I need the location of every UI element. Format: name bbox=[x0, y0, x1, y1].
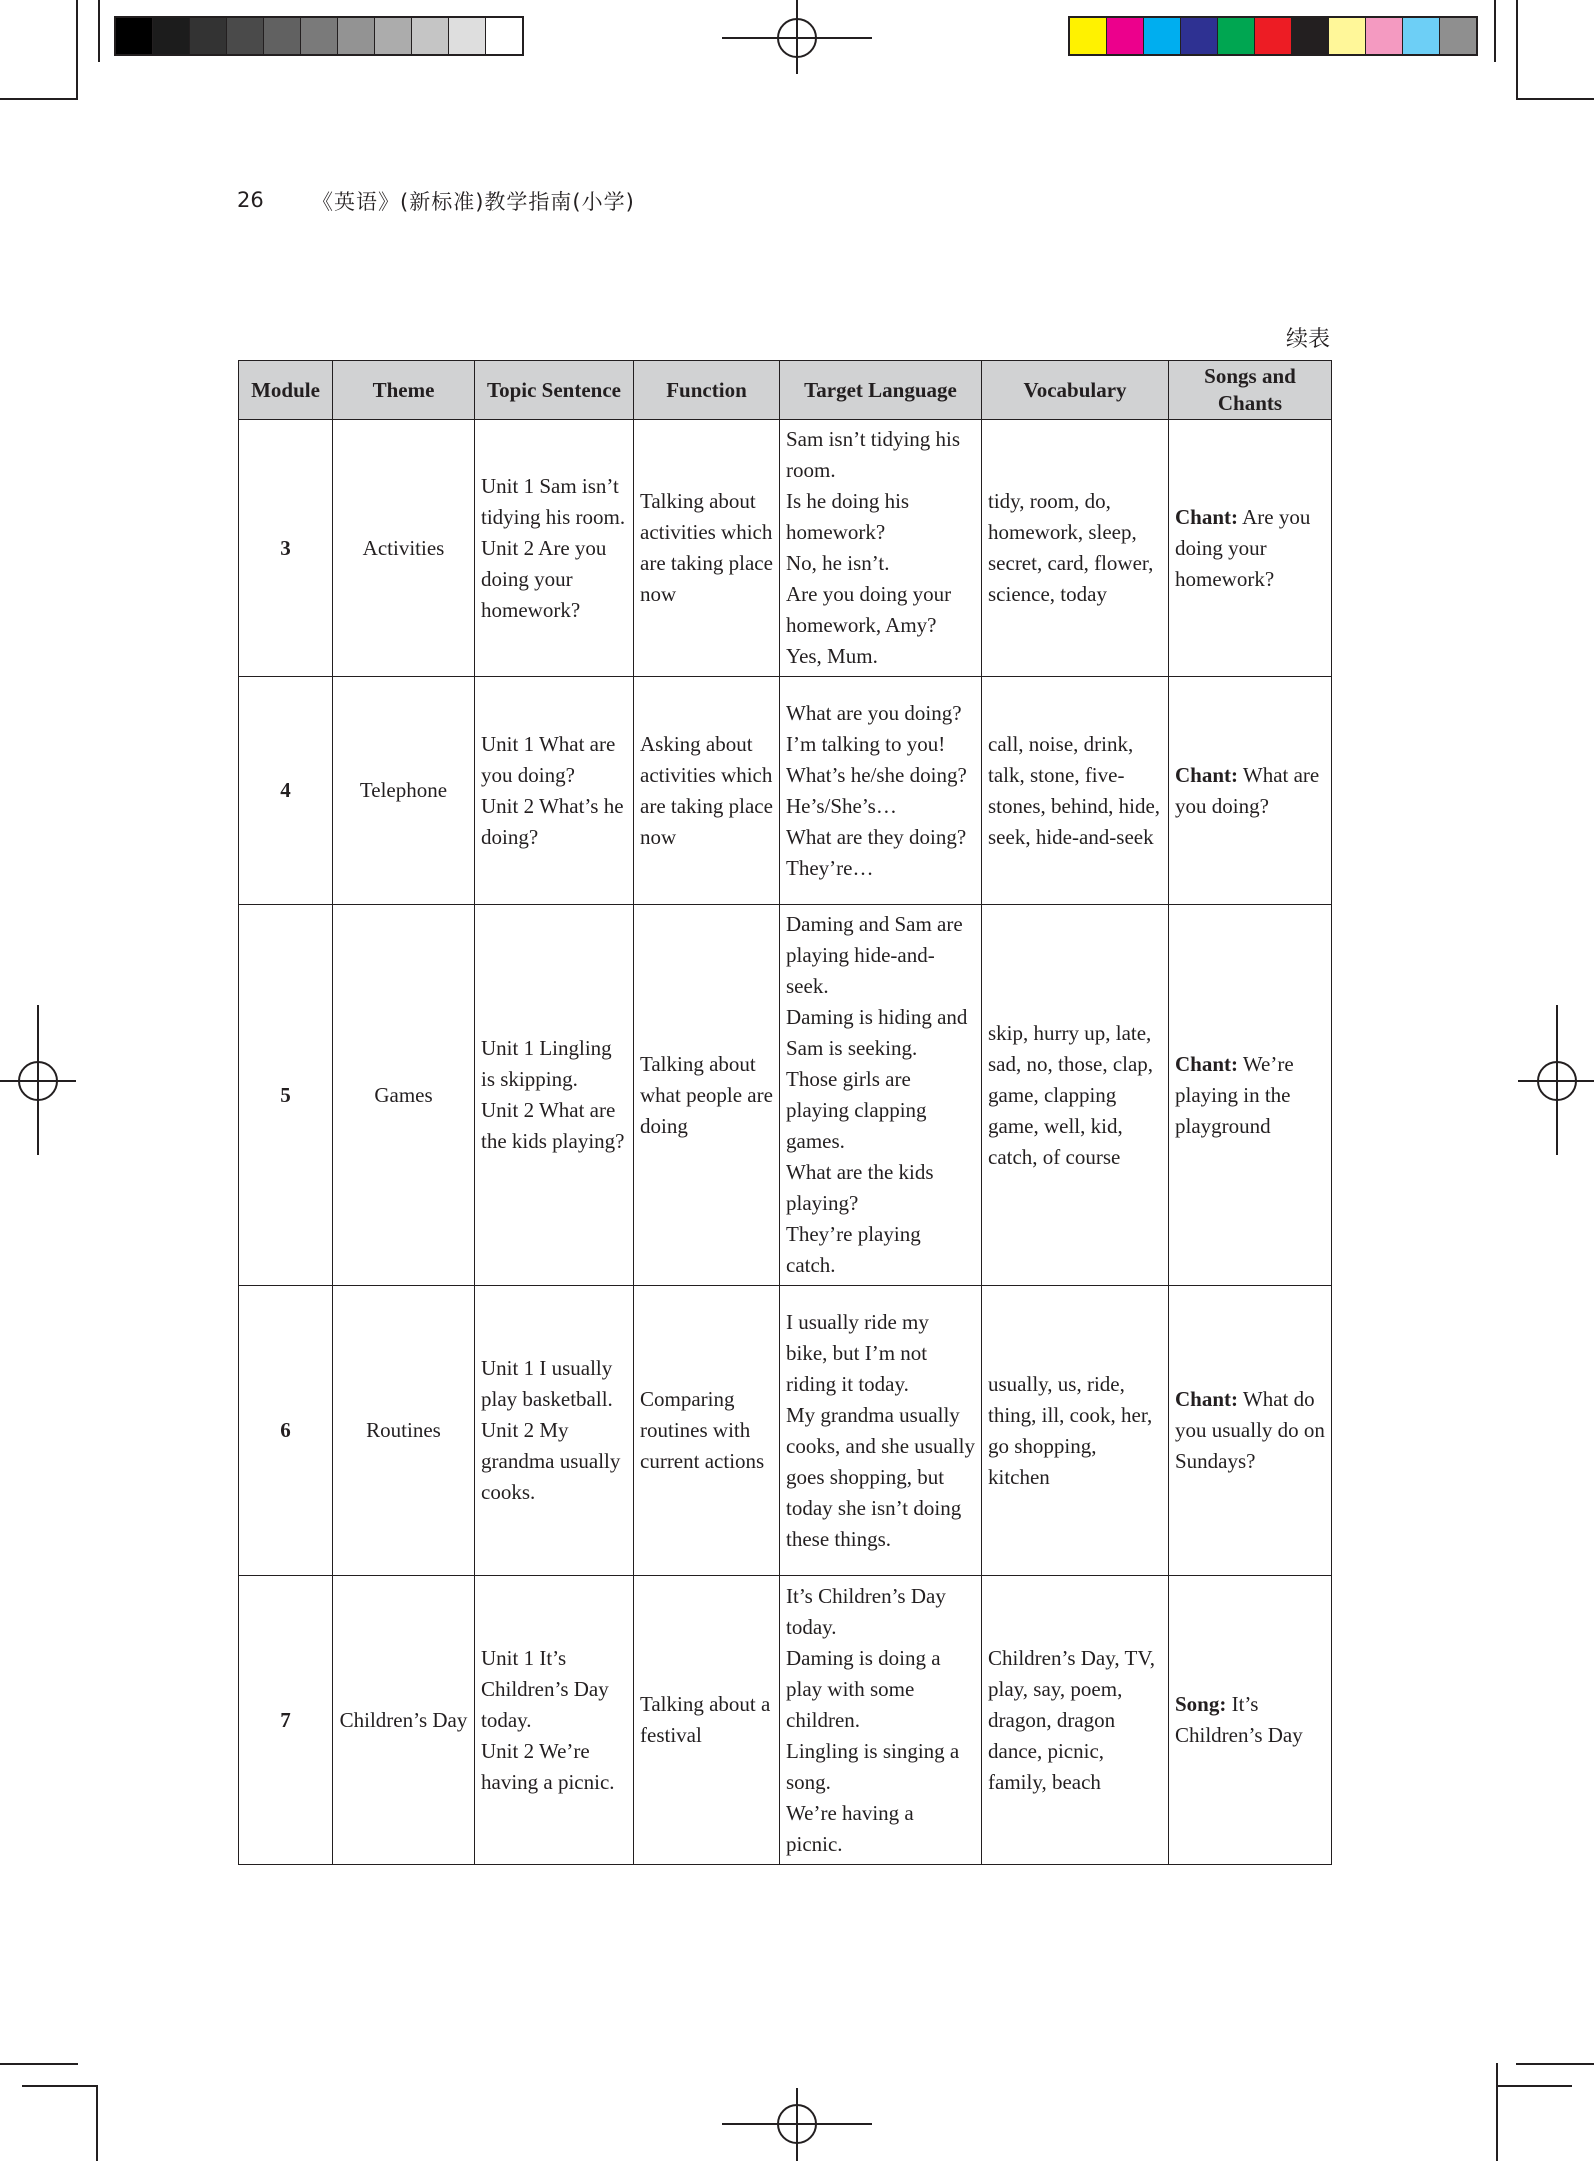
target-language-cell bbox=[780, 677, 982, 905]
song-title: What are you doing? bbox=[1175, 762, 1320, 818]
target-language-line: He’s/She’s… bbox=[786, 793, 897, 818]
grayscale-swatch bbox=[486, 18, 522, 54]
color-swatch bbox=[1144, 18, 1181, 54]
topic-sentence-cell bbox=[475, 420, 634, 677]
song-title: It’s Children’s Day bbox=[1175, 1692, 1303, 1747]
crop-mark-top-right-v2 bbox=[1494, 0, 1496, 62]
topic-sentence-line: Unit 1 Sam isn’t tidying his room. bbox=[481, 473, 626, 529]
topic-sentence-line: Unit 1 Lingling is skipping. bbox=[481, 1036, 612, 1091]
topic-sentence-line: Unit 2 Are you doing your homework? bbox=[481, 535, 607, 622]
song-title: We’re playing in the playground bbox=[1175, 1051, 1294, 1138]
table-row bbox=[239, 420, 1332, 677]
target-language-line: Is he doing his homework? bbox=[786, 489, 910, 544]
song-title: Are you doing your homework? bbox=[1175, 504, 1311, 591]
crop-mark-bottom-right-h2 bbox=[1496, 2085, 1572, 2087]
vocabulary-cell: usually, us, ride, thing, ill, cook, her, go shopping, kitchen bbox=[982, 1286, 1169, 1576]
target-language-line: I’m talking to you! bbox=[786, 731, 946, 756]
topic-sentence-line: Unit 1 I usually play basketball. bbox=[481, 1356, 613, 1411]
crop-mark-top-right-v bbox=[1516, 0, 1518, 98]
crop-mark-bottom-left-v bbox=[96, 2085, 98, 2161]
topic-sentence-line: Unit 1 It’s Children’s Day today. bbox=[481, 1645, 609, 1732]
header-topic-sentence: Topic Sentence bbox=[475, 361, 634, 420]
module-cell: 4 bbox=[239, 677, 333, 905]
target-language-line: Daming is hiding and Sam is seeking. bbox=[786, 1005, 968, 1060]
target-language-cell bbox=[780, 1286, 982, 1576]
header-target-language: Target Language bbox=[780, 361, 982, 420]
theme-cell: Games bbox=[333, 905, 475, 1286]
function-cell: Comparing routines with current actions bbox=[634, 1286, 780, 1576]
vocabulary-cell: skip, hurry up, late, sad, no, those, clap, game, clapping game, well, kid, catch, of course bbox=[982, 905, 1169, 1286]
songs-chants-cell bbox=[1169, 1576, 1332, 1865]
module-cell: 5 bbox=[239, 905, 333, 1286]
target-language-cell bbox=[780, 420, 982, 677]
module-cell: 7 bbox=[239, 1576, 333, 1865]
topic-sentence-line: Unit 2 My grandma usually cooks. bbox=[481, 1418, 621, 1504]
topic-sentence-line: Unit 2 What are the kids playing? bbox=[481, 1098, 625, 1153]
grayscale-swatch bbox=[116, 18, 153, 54]
target-language-line: No, he isn’t. bbox=[786, 551, 890, 575]
target-language-line: I usually ride my bike, but I’m not riding it today. bbox=[786, 1309, 929, 1396]
registration-mark-top-circle bbox=[777, 18, 817, 58]
crop-mark-bottom-left-h bbox=[0, 2063, 78, 2065]
header-module: Module bbox=[239, 361, 333, 420]
songs-chants-cell bbox=[1169, 420, 1332, 677]
target-language-line: Lingling is singing a song. bbox=[786, 1738, 960, 1794]
target-language-line: We’re having a picnic. bbox=[786, 1800, 914, 1856]
topic-sentence-cell bbox=[475, 1576, 634, 1865]
header-vocabulary: Vocabulary bbox=[982, 361, 1169, 420]
song-title: What do you usually do on Sundays? bbox=[1175, 1387, 1325, 1473]
grayscale-swatch bbox=[264, 18, 301, 54]
target-language-line: Daming and Sam are playing hide-and-seek. bbox=[786, 912, 963, 998]
target-language-line: My grandma usually cooks, and she usually goes shopping, but today she isn’t doing these things. bbox=[786, 1402, 975, 1551]
grayscale-swatch bbox=[412, 18, 449, 54]
crop-mark-top-left-v2 bbox=[98, 0, 100, 62]
song-type-label: Chant: bbox=[1175, 1387, 1239, 1411]
target-language-line: What are the kids playing? bbox=[786, 1160, 934, 1215]
crop-mark-top-right-h bbox=[1516, 98, 1594, 100]
crop-mark-top-left-h bbox=[0, 98, 78, 100]
target-language-line: It’s Children’s Day today. bbox=[786, 1583, 946, 1639]
topic-sentence-cell bbox=[475, 677, 634, 905]
target-language-line: Sam isn’t tidying his room. bbox=[786, 427, 961, 482]
theme-cell: Telephone bbox=[333, 677, 475, 905]
function-cell: Talking about what people are doing bbox=[634, 905, 780, 1286]
target-language-line: Are you doing your homework, Amy? bbox=[786, 582, 952, 637]
song-type-label: Song: bbox=[1175, 1692, 1227, 1716]
module-cell: 6 bbox=[239, 1286, 333, 1576]
color-swatch bbox=[1218, 18, 1255, 54]
crop-mark-bottom-left-h2 bbox=[22, 2085, 98, 2087]
table-header-row bbox=[239, 361, 1332, 420]
grayscale-swatch bbox=[227, 18, 264, 54]
vocabulary-cell: Children’s Day, TV, play, say, poem, dragon, dragon dance, picnic, family, beach bbox=[982, 1576, 1169, 1865]
song-type-label: Chant: bbox=[1175, 1051, 1239, 1076]
continued-label: 续表 bbox=[1285, 327, 1330, 352]
module-cell: 3 bbox=[239, 420, 333, 677]
syllabus-table bbox=[238, 360, 1332, 1865]
theme-cell: Children’s Day bbox=[333, 1576, 475, 1865]
color-bar bbox=[1068, 16, 1478, 56]
color-swatch bbox=[1181, 18, 1218, 54]
target-language-line: What’s he/she doing? bbox=[786, 762, 967, 787]
page-number: 26 bbox=[237, 188, 264, 212]
target-language-line: What are they doing? bbox=[786, 824, 967, 849]
target-language-cell bbox=[780, 1576, 982, 1865]
theme-cell: Routines bbox=[333, 1286, 475, 1576]
topic-sentence-line: Unit 1 What are you doing? bbox=[481, 731, 616, 787]
function-cell: Talking about a festival bbox=[634, 1576, 780, 1865]
song-type-label: Chant: bbox=[1175, 504, 1239, 529]
grayscale-swatch bbox=[190, 18, 227, 54]
table-row bbox=[239, 1286, 1332, 1576]
running-head: 《英语》(新标准)教学指南(小学) bbox=[312, 190, 635, 214]
target-language-line: Daming is doing a play with some children. bbox=[786, 1645, 941, 1732]
color-swatch bbox=[1255, 18, 1292, 54]
target-language-cell bbox=[780, 905, 982, 1286]
grayscale-swatch bbox=[449, 18, 486, 54]
songs-chants-cell bbox=[1169, 677, 1332, 905]
color-swatch bbox=[1366, 18, 1403, 54]
crop-mark-top-left-v bbox=[76, 0, 78, 98]
crop-mark-bottom-right-h bbox=[1516, 2063, 1594, 2065]
grayscale-swatch bbox=[153, 18, 190, 54]
function-cell: Asking about activities which are taking place now bbox=[634, 677, 780, 905]
topic-sentence-line: Unit 2 What’s he doing? bbox=[481, 793, 624, 849]
songs-chants-cell bbox=[1169, 905, 1332, 1286]
vocabulary-cell: tidy, room, do, homework, sleep, secret, card, flower, science, today bbox=[982, 420, 1169, 677]
header-songs-and-chants: Songs and Chants bbox=[1169, 361, 1332, 420]
target-language-line: What are you doing? bbox=[786, 700, 962, 725]
header-function: Function bbox=[634, 361, 780, 420]
theme-cell: Activities bbox=[333, 420, 475, 677]
registration-mark-left-circle bbox=[18, 1061, 58, 1101]
color-swatch bbox=[1070, 18, 1107, 54]
color-swatch bbox=[1329, 18, 1366, 54]
header-theme: Theme bbox=[333, 361, 475, 420]
registration-mark-bottom-circle bbox=[777, 2104, 817, 2144]
color-swatch bbox=[1403, 18, 1440, 54]
target-language-line: They’re… bbox=[786, 855, 874, 880]
registration-mark-right-circle bbox=[1537, 1061, 1577, 1101]
topic-sentence-cell bbox=[475, 1286, 634, 1576]
target-language-line: Yes, Mum. bbox=[786, 644, 878, 668]
vocabulary-cell: call, noise, drink, talk, stone, five-stones, behind, hide, seek, hide-and-seek bbox=[982, 677, 1169, 905]
grayscale-swatch bbox=[338, 18, 375, 54]
crop-mark-bottom-right-v bbox=[1496, 2063, 1498, 2161]
target-language-line: They’re playing catch. bbox=[786, 1222, 921, 1277]
function-cell: Talking about activities which are taking place now bbox=[634, 420, 780, 677]
table-row bbox=[239, 905, 1332, 1286]
grayscale-bar bbox=[114, 16, 524, 56]
grayscale-swatch bbox=[375, 18, 412, 54]
color-swatch bbox=[1107, 18, 1144, 54]
songs-chants-cell bbox=[1169, 1286, 1332, 1576]
song-type-label: Chant: bbox=[1175, 762, 1239, 787]
topic-sentence-line: Unit 2 We’re having a picnic. bbox=[481, 1738, 615, 1794]
grayscale-swatch bbox=[301, 18, 338, 54]
table-row bbox=[239, 677, 1332, 905]
color-swatch bbox=[1292, 18, 1329, 54]
target-language-line: Those girls are playing clapping games. bbox=[786, 1067, 927, 1153]
topic-sentence-cell bbox=[475, 905, 634, 1286]
table-row bbox=[239, 1576, 1332, 1865]
color-swatch bbox=[1440, 18, 1476, 54]
